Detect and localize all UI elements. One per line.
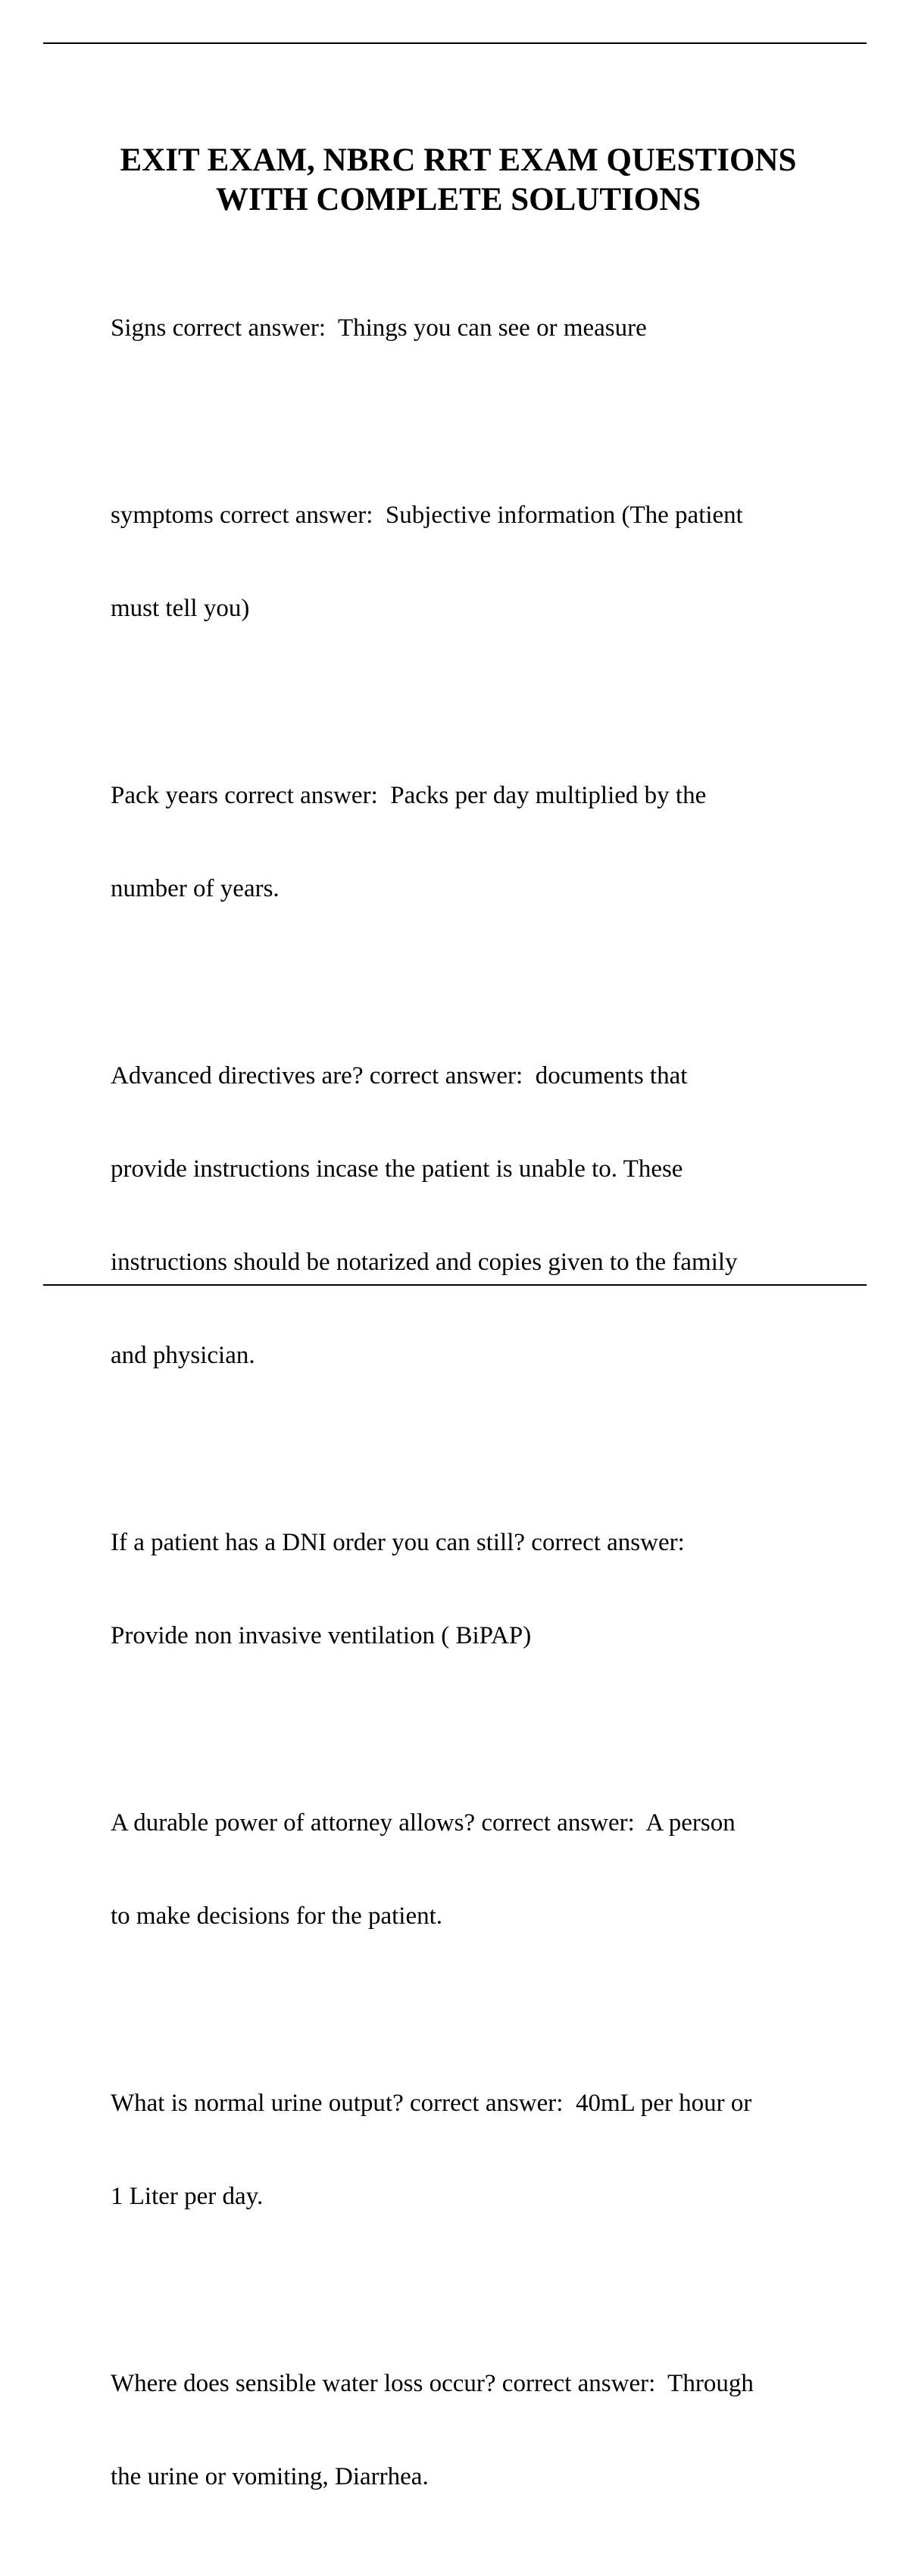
page-title bbox=[98, 141, 818, 220]
qa-line: to make decisions for the patient. bbox=[111, 1902, 443, 1930]
qa-line: symptoms correct answer: Subjective information (The patient bbox=[111, 502, 743, 529]
qa-line: Provide non invasive ventilation ( BiPAP) bbox=[111, 1622, 532, 1649]
qa-line: Where does sensible water loss occur? correct answer: Through bbox=[111, 2370, 754, 2397]
qa-line: must tell you) bbox=[111, 595, 250, 622]
qa-line: provide instructions incase the patient is unable to. These bbox=[111, 1155, 683, 1183]
qa-item bbox=[111, 1746, 823, 1994]
title-line: EXIT EXAM, NBRC RRT EXAM QUESTIONS bbox=[120, 142, 797, 178]
title-line: WITH COMPLETE SOLUTIONS bbox=[215, 182, 701, 217]
qa-line: Advanced directives are? correct answer: documents that bbox=[111, 1062, 688, 1089]
qa-item bbox=[111, 1465, 823, 1714]
qa-line: Pack years correct answer: Packs per day multiplied by the bbox=[111, 782, 707, 809]
qa-line: the urine or vomiting, Diarrhea. bbox=[111, 2463, 429, 2490]
qa-item bbox=[111, 438, 823, 686]
qa-line: instructions should be notarized and copies given to the family bbox=[111, 1249, 738, 1276]
qa-line: Signs correct answer: Things you can see or measure bbox=[111, 314, 647, 342]
qa-item bbox=[111, 251, 823, 406]
qa-item bbox=[111, 999, 823, 1433]
qa-item bbox=[111, 2026, 823, 2274]
qa-item bbox=[111, 718, 823, 967]
qa-item bbox=[111, 2306, 823, 2555]
qa-line: What is normal urine output? correct answer: 40mL per hour or bbox=[111, 2090, 752, 2117]
qa-line: If a patient has a DNI order you can still? correct answer: bbox=[111, 1529, 685, 1556]
qa-line: number of years. bbox=[111, 875, 280, 902]
header-rule bbox=[43, 42, 867, 44]
qa-line: 1 Liter per day. bbox=[111, 2183, 264, 2210]
footer-rule bbox=[43, 1284, 867, 1286]
qa-list bbox=[111, 251, 823, 2576]
qa-line: and physician. bbox=[111, 1342, 255, 1369]
qa-line: A durable power of attorney allows? correct answer: A person bbox=[111, 1809, 736, 1837]
